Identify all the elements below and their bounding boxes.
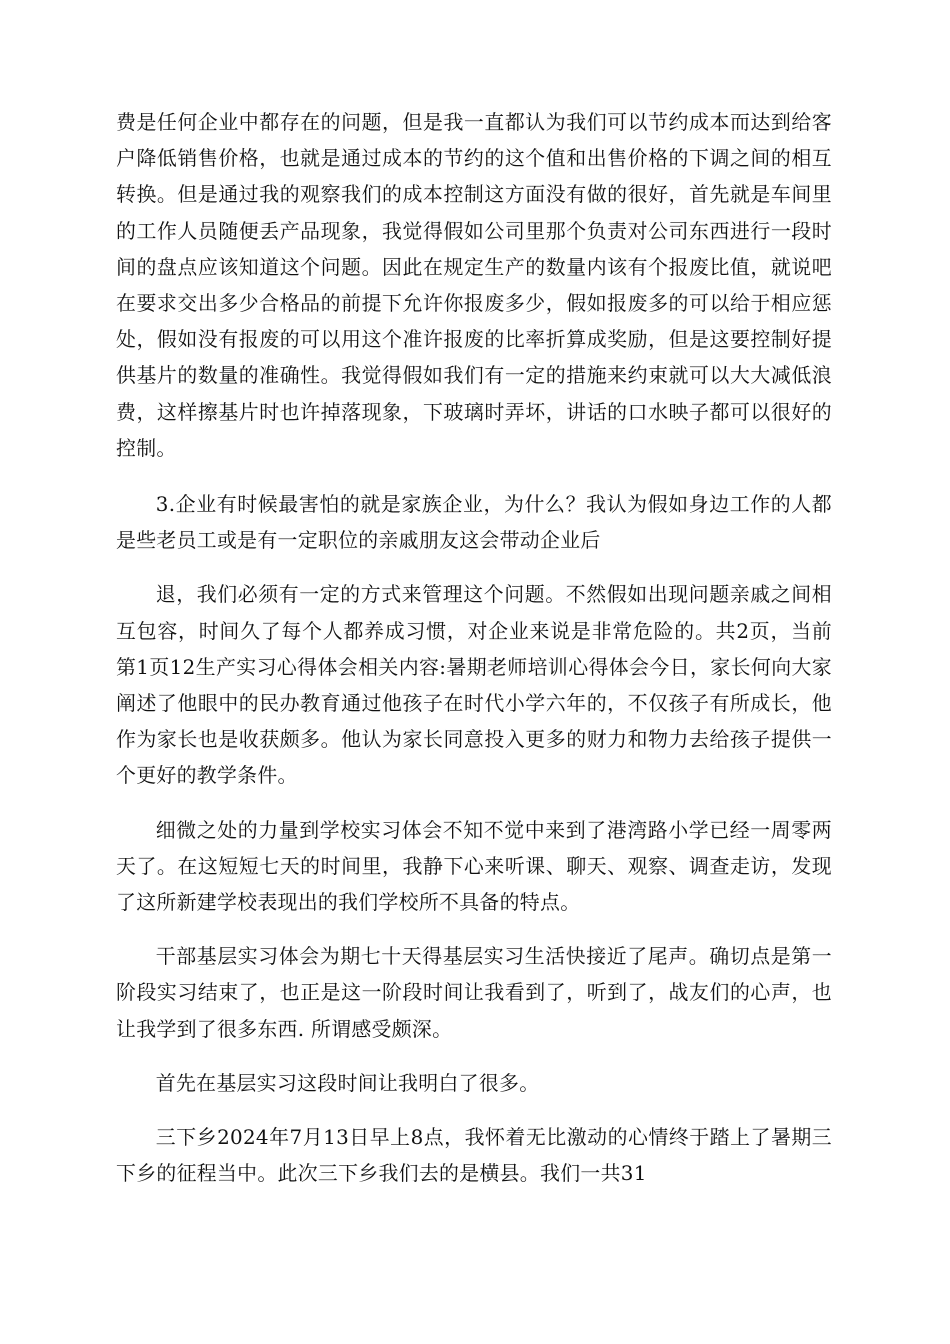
paragraph-family-business: 3.企业有时候最害怕的就是家族企业，为什么？我认为假如身边工作的人都是些老员工或是有一定职位的亲戚朋友这会带动企业后 [116,493,832,553]
paragraph-summer-trip: 三下乡2024年7月13日早上8点，我怀着无比激动的心情终于踏上了暑期三下乡的征程当中。此次三下乡我们去的是横县。我们一共31 [116,1126,832,1186]
paragraph-management: 退，我们必须有一定的方式来管理这个问题。不然假如出现问题亲戚之间相互包容，时间久了每个人都养成习惯，对企业来说是非常危险的。共2页，当前第1页12生产实习心得体会相关内容:暑期老师培训心得体会今日，家长何向大家阐述了他眼中的民办教育通过他孩子在时代小学六年的，不仅孩子有所成长，他作为家长也是收获颇多。他认为家长同意投入更多的财力和物力去给孩子提供一个更好的教学条件。 [116,583,832,788]
paragraph-grassroots-lesson: 首先在基层实习这段时间让我明白了很多。 [155,1071,540,1095]
paragraph-cost-control: 费是任何企业中都存在的问题，但是我一直都认为我们可以节约成本而达到给客户降低销售价格，也就是通过成本的节约的这个值和出售价格的下调之间的相互转换。但是通过我的观察我们的成本控制这方面没有做的很好，首先就是车间里的工作人员随便丢产品现象，我觉得假如公司里那个负责对公司东西进行一段时间的盘点应该知道这个问题。因此在规定生产的数量内该有个报废比值，就说吧在要求交出多少合格品的前提下允许你报废多少，假如报废多的可以给于相应惩处，假如没有报废的可以用这个准许报废的比率折算成奖励，但是这要控制好提供基片的数量的准确性。我觉得假如我们有一定的措施来约束就可以大大减低浪费，这样擦基片时也许掉落现象，下玻璃时弄坏，讲话的口水映子都可以很好的控制。 [116,111,832,460]
document-body [116,105,832,1210]
paragraph-school-internship: 细微之处的力量到学校实习体会不知不觉中来到了港湾路小学已经一周零两天了。在这短短七天的时间里，我静下心来听课、聊天、观察、调查走访，发现了这所新建学校表现出的我们学校所不具备的特点。 [116,818,832,915]
paragraph-grassroots-internship: 干部基层实习体会为期七十天得基层实习生活快接近了尾声。确切点是第一阶段实习结束了，也正是这一阶段时间让我看到了，听到了，战友们的心声，也让我学到了很多东西. 所谓感受颇深。 [116,945,832,1041]
